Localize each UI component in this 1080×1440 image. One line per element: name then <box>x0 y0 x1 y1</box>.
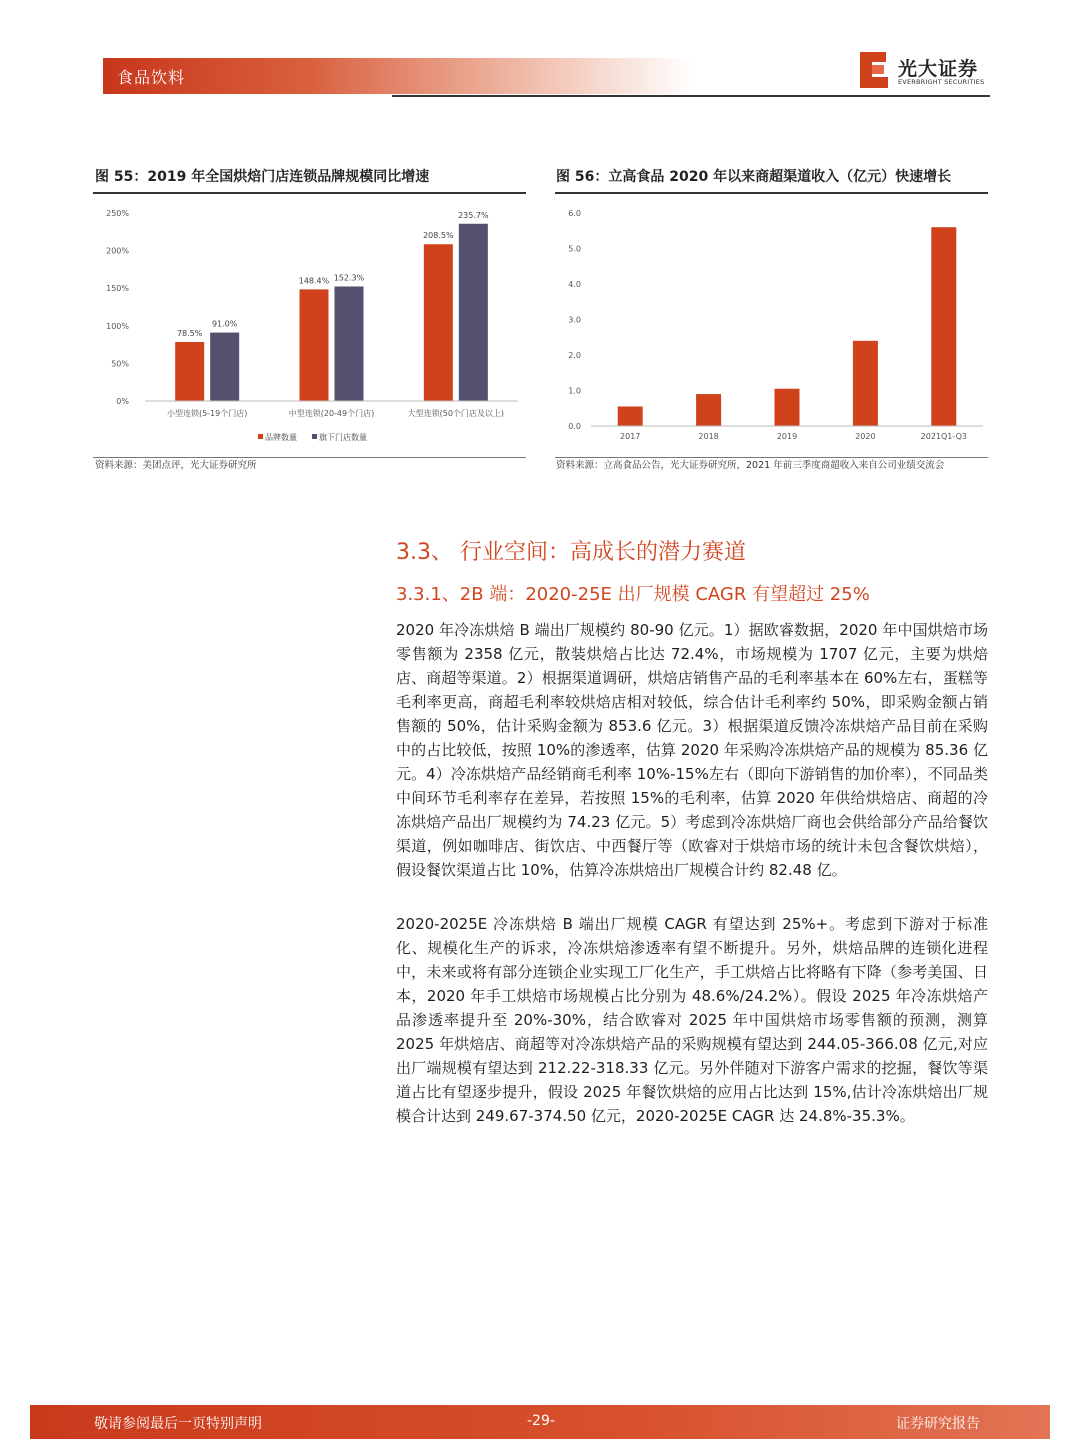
data-label: 78.5% <box>176 328 203 338</box>
x-tick-label: 大型连锁(50个门店及以上) <box>407 409 505 418</box>
header-band <box>103 58 693 94</box>
legend-swatch <box>258 434 263 439</box>
x-tick-label: 2021Q1-Q3 <box>920 432 967 441</box>
legend-label: 品牌数量 <box>265 433 297 442</box>
bar-revenue <box>696 394 721 426</box>
brand-sub: EVERBRIGHT SECURITIES <box>898 78 985 86</box>
bar-revenue <box>775 389 800 426</box>
y-tick-label: 2.0 <box>568 351 581 360</box>
bar-revenue <box>853 341 878 426</box>
fig55-chart <box>93 195 526 457</box>
section-label: 食品饮料 <box>117 68 186 87</box>
y-tick-label: 100% <box>106 321 129 331</box>
y-tick-label: 200% <box>106 246 129 256</box>
subsection-heading: 3.3.1、2B 端：2020-25E 出厂规模 CAGR 有望超过 25% <box>396 584 870 605</box>
data-label: 91.0% <box>211 319 238 329</box>
legend-label: 旗下门店数量 <box>319 433 367 442</box>
fig56-source: 资料来源：立高食品公告，光大证券研究所，2021 年前三季度商超收入来自公司业绩交流会 <box>556 460 945 471</box>
legend-swatch <box>312 434 317 439</box>
y-tick-label: 150% <box>106 284 129 294</box>
footer-report-type: 证券研究报告 <box>896 1416 980 1432</box>
y-tick-label: 250% <box>106 209 129 218</box>
x-tick-label: 2017 <box>620 432 641 441</box>
page-number: -29- <box>527 1413 555 1429</box>
everbright-logo-icon <box>858 50 892 90</box>
y-tick-label: 3.0 <box>568 315 581 325</box>
brand-name: 光大证券 <box>898 58 979 80</box>
fig56-chart <box>555 195 988 457</box>
section-heading: 3.3、 行业空间：高成长的潜力赛道 <box>396 540 746 565</box>
data-label: 148.4% <box>298 276 330 286</box>
x-tick-label: 2018 <box>698 432 719 441</box>
y-tick-label: 6.0 <box>568 209 581 218</box>
x-tick-label: 2020 <box>855 432 876 441</box>
fig56-top-rule <box>555 192 988 194</box>
brand-logo <box>858 50 990 90</box>
x-tick-label: 小型连锁(5-19个门店) <box>166 409 248 418</box>
y-tick-label: 1.0 <box>568 386 581 396</box>
bar-brand-count <box>424 244 453 401</box>
bar-store-count <box>459 224 488 401</box>
data-label: 152.3% <box>333 273 365 283</box>
fig55-source: 资料来源：美团点评，光大证券研究所 <box>95 460 257 471</box>
bar-revenue <box>931 227 956 426</box>
body-paragraph-2: 2020-2025E 冷冻烘焙 B 端出厂规模 CAGR 有望达到 25%+。考虑到下游对于标准化、规模化生产的诉求，冷冻烘焙渗透率有望不断提升。另外，烘焙品牌的连锁化进程中，未来或将有部分连锁企业实现工厂化生产，手工烘焙占比将略有下降（参考美国、日本，2020 年手工烘焙市场规模占比分别为 48.6%/24.2%）。假设 2025 年冷冻烘焙产品渗透率提升至 20%-30%，结合欧睿对 2025 年中国烘焙市场零售额的预测，测算 2025 年烘焙店、商超等对冷冻烘焙产品的采购规模有望达到 244.05-366.08 亿元,对应出厂端规模有望达到 212.22-318.33 亿元。另外伴随对下游客户需求的挖掘，餐饮等渠道占比有望逐步提升，假设 2025 年餐饮烘焙的应用占比达到 15%,估计冷冻烘焙出厂规模合计达到 249.67-374.50 亿元，2020-2025E CAGR 达 24.8%-35.3%。 <box>396 915 988 1125</box>
header-rule <box>392 95 990 97</box>
x-tick-label: 2019 <box>776 432 798 441</box>
fig56-title: 图 56：立高食品 2020 年以来商超渠道收入（亿元）快速增长 <box>556 169 952 185</box>
fig55-top-rule <box>93 192 526 194</box>
y-tick-label: 50% <box>111 359 129 369</box>
x-tick-label: 中型连锁(20-49个门店) <box>288 409 375 418</box>
bar-store-count <box>335 286 364 401</box>
bar-brand-count <box>175 342 204 401</box>
bar-revenue <box>618 406 643 426</box>
data-label: 208.5% <box>423 231 454 241</box>
footer-band <box>30 1405 1050 1439</box>
body-paragraph-1: 2020 年冷冻烘焙 B 端出厂规模约 80-90 亿元。1）据欧睿数据，2020 年中国烘焙市场零售额为 2358 亿元，散装烘焙占比达 72.4%，市场规模为 1707 亿元，主要为烘焙店、商超等渠道。2）根据渠道调研，烘焙店销售产品的毛利率基本在 60%左右，蛋糕等毛利率更高，商超毛利率较烘焙店相对较低，综合估计毛利率约 50%，即采购金额占销售额的 50%，估计采购金额为 853.6 亿元。3）根据渠道反馈冷冻烘焙产品目前在采购中的占比较低，按照 10%的渗透率，估算 2020 年采购冷冻烘焙产品的规模为 85.36 亿元。4）冷冻烘焙产品经销商毛利率 10%-15%左右（即向下游销售的加价率），不同品类中间环节毛利率存在差异，若按照 15%的毛利率，估算 2020 年供给烘焙店、商超的冷冻烘焙产品出厂规模约为 74.23 亿元。5）考虑到冷冻烘焙厂商也会供给部分产品给餐饮渠道，例如咖啡店、街饮店、中西餐厅等（欧睿对于烘焙市场的统计未包含餐饮烘焙），假设餐饮渠道占比 10%，估算冷冻烘焙出厂规模合计约 82.48 亿。 <box>396 621 988 879</box>
bar-brand-count <box>300 289 329 401</box>
footer-disclaimer: 敬请参阅最后一页特别声明 <box>94 1416 262 1432</box>
bar-store-count <box>210 333 239 401</box>
y-tick-label: 0.0 <box>568 422 581 431</box>
data-label: 235.7% <box>458 210 489 220</box>
y-tick-label: 4.0 <box>568 280 581 289</box>
fig55-title: 图 55：2019 年全国烘焙门店连锁品牌规模同比增速 <box>95 169 430 185</box>
y-tick-label: 5.0 <box>568 244 581 254</box>
y-tick-label: 0% <box>116 397 129 406</box>
